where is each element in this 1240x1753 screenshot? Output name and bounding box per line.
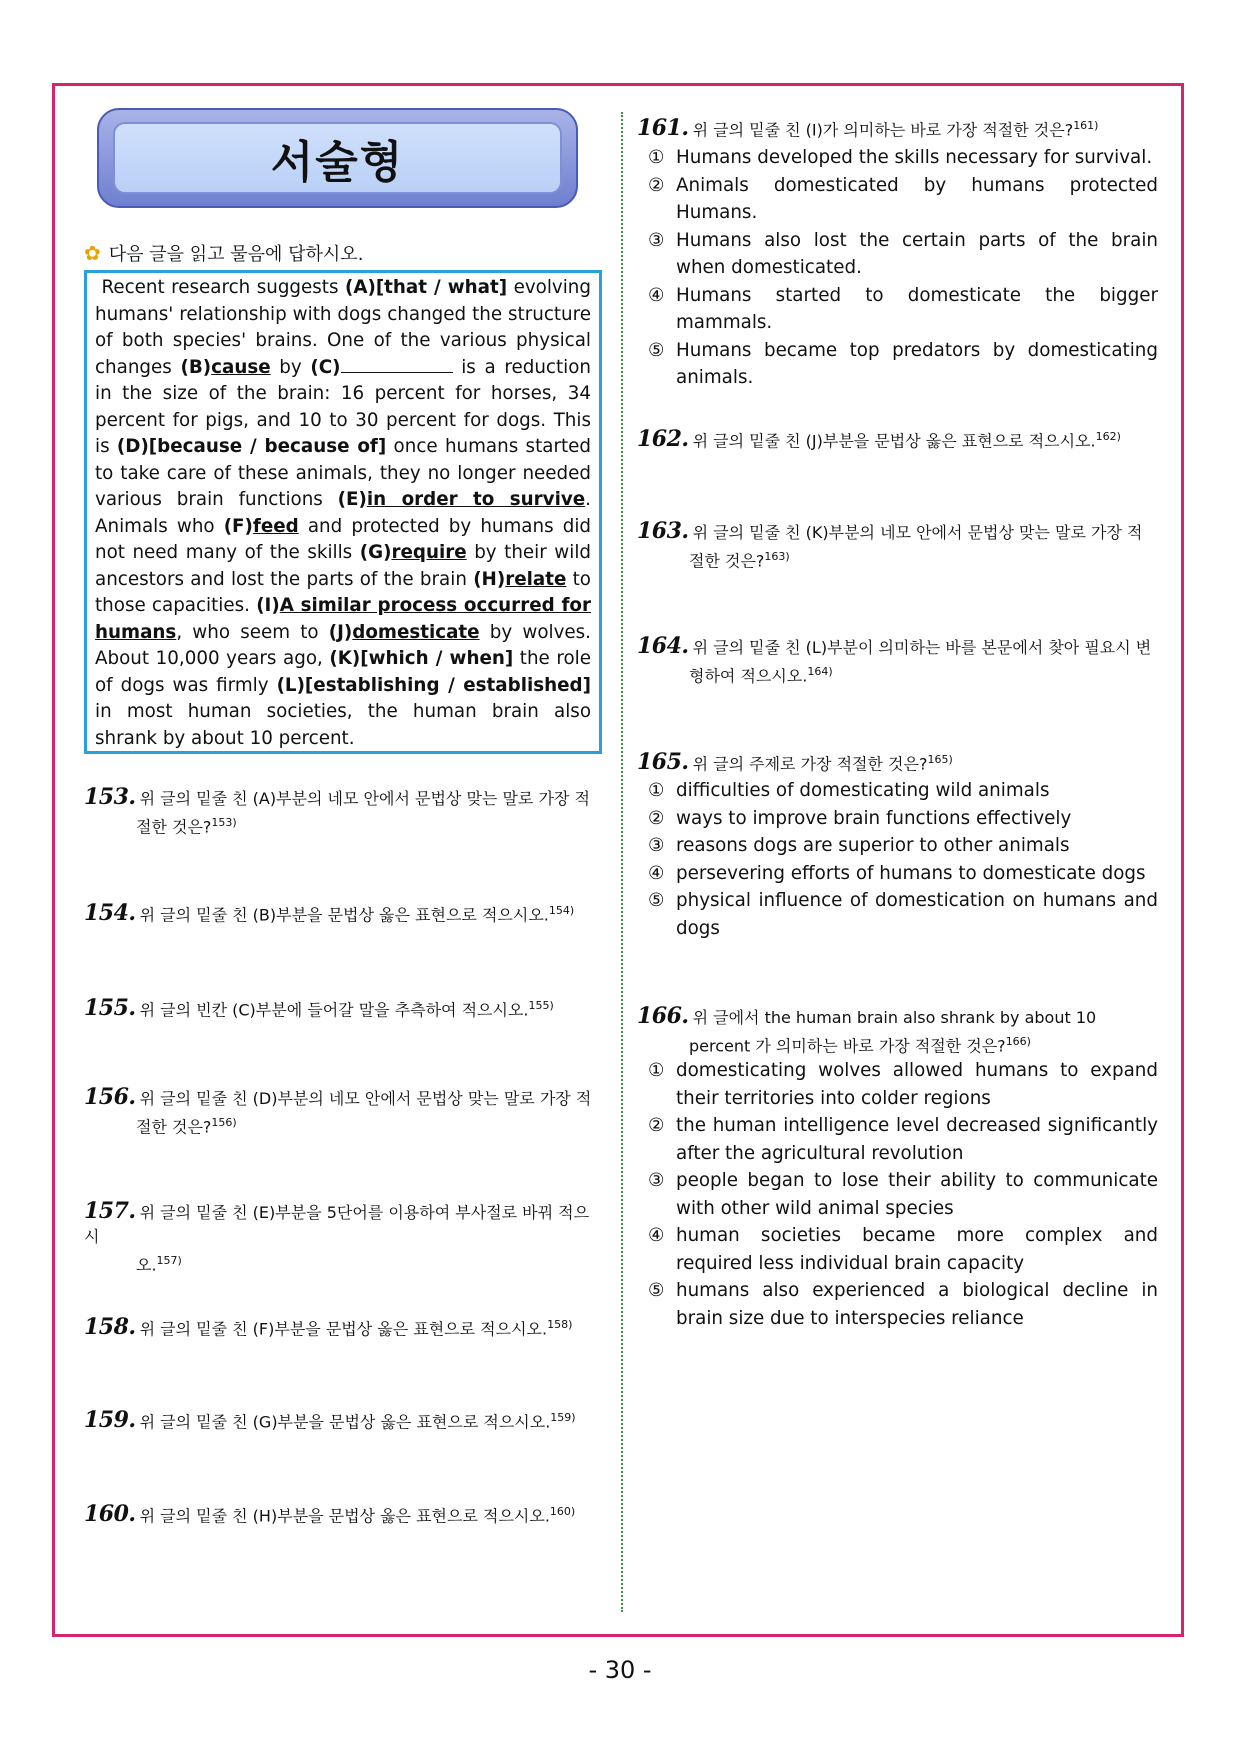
question-number: 165. [637, 749, 689, 776]
option-marker: ① [648, 780, 665, 801]
option-text: Humans became top predators by domesticating animals. [676, 339, 1158, 388]
passage-text: by [270, 356, 311, 378]
option-text: reasons dogs are superior to other animals [676, 835, 1070, 856]
footnote-ref: 158) [547, 1318, 573, 1331]
option-marker: ② [648, 807, 665, 829]
option-marker: ② [648, 174, 665, 196]
part-k: (K)[which / when] [329, 648, 514, 669]
option-marker: ④ [648, 284, 665, 306]
passage-text: in most human societies, the human brain also shrank by about 10 percent. [95, 701, 591, 749]
option-text: humans also experienced a biological decline in brain size due to interspecies reliance [676, 1280, 1158, 1329]
part-b: (B)cause [180, 356, 271, 378]
passage-text: , who seem to [176, 621, 329, 643]
part-h: (H)relate [473, 568, 567, 590]
question-text: 위 글의 빈칸 (C)부분에 들어갈 말을 추측하여 적으시오. [139, 1000, 529, 1020]
passage-text: to those capacities. [95, 568, 591, 616]
part-a: (A)[that / what] [344, 277, 508, 298]
options-161 [648, 144, 1158, 392]
question-number: 162. [637, 426, 689, 453]
part-j: (J)domesticate [328, 621, 480, 643]
option-text: Humans also lost the certain parts of the brain when domesticated. [676, 229, 1158, 278]
question-158 [84, 1313, 604, 1341]
question-number: 154. [84, 900, 136, 927]
question-text: 위 글의 밑줄 친 (J)부분을 문법상 옳은 표현으로 적으시오. [692, 431, 1096, 451]
question-155 [84, 994, 604, 1022]
footnote-ref: 157) [156, 1254, 182, 1267]
option-marker: ① [648, 1060, 665, 1081]
instruction-text: 다음 글을 읽고 물음에 답하시오. [108, 244, 364, 265]
option-marker: ③ [648, 1170, 665, 1191]
options-165 [648, 777, 1158, 942]
footnote-ref: 155) [528, 999, 554, 1012]
question-number: 155. [84, 995, 136, 1022]
question-text: 위 글의 밑줄 친 (K)부분의 네모 안에서 문법상 맞는 말로 가장 적 [692, 523, 1143, 542]
question-number: 166. [637, 1003, 689, 1029]
option-marker: ④ [648, 1225, 665, 1246]
option[interactable] [648, 172, 1158, 227]
footnote-ref: 162) [1095, 430, 1121, 443]
option[interactable] [648, 1112, 1158, 1167]
option-text: the human intelligence level decreased significantly after the agricultural revolution [676, 1115, 1158, 1164]
passage-text: by their wild ancestors and lost the parts of the brain [95, 542, 592, 590]
blank-c [341, 356, 453, 373]
question-160 [84, 1500, 604, 1528]
option-marker: ⑤ [648, 890, 665, 911]
footnote-ref: 166) [1005, 1035, 1031, 1048]
question-161 [637, 114, 1162, 142]
question-166 [637, 1004, 1162, 1058]
option-text: physical influence of domestication on humans and dogs [676, 890, 1158, 939]
option-marker: ⑤ [648, 339, 665, 361]
question-164 [637, 634, 1162, 688]
instruction [84, 240, 363, 266]
option[interactable] [648, 1167, 1158, 1222]
option-text: human societies became more complex and required less individual brain capacity [676, 1225, 1158, 1274]
title-badge-inner [113, 122, 562, 194]
question-162 [637, 425, 1162, 453]
question-text: 위 글의 밑줄 친 (A)부분의 네모 안에서 문법상 맞는 말로 가장 적 [139, 789, 590, 808]
option-marker: ② [648, 1115, 665, 1136]
option[interactable] [648, 887, 1158, 942]
option-text: Humans developed the skills necessary for survival. [676, 147, 1153, 168]
question-number: 153. [84, 784, 136, 810]
option-text: Animals domesticated by humans protected Humans. [676, 174, 1158, 223]
question-text: 위 글의 밑줄 친 (B)부분을 문법상 옳은 표현으로 적으시오. [139, 905, 549, 925]
option[interactable] [648, 805, 1158, 833]
option[interactable] [648, 337, 1158, 392]
passage-text: once humans started to take care of these animals, they no longer needed various brain functions [95, 436, 591, 510]
option[interactable] [648, 282, 1158, 337]
question-text: 위 글의 주제로 가장 적절한 것은? [692, 754, 928, 774]
question-number: 157. [84, 1198, 136, 1224]
footnote-ref: 154) [548, 904, 575, 917]
option-marker: ③ [648, 229, 665, 251]
title-badge [97, 108, 578, 208]
passage-text: Recent research suggests [101, 277, 345, 298]
question-number: 156. [84, 1084, 136, 1110]
question-156 [84, 1085, 604, 1139]
options-166 [648, 1057, 1158, 1332]
question-text-cont: 오. [136, 1255, 157, 1275]
question-text-cont: 절한 것은? [136, 817, 212, 837]
passage-text: evolving humans' relationship with dogs changed the structure of both species' brains. One of the various physical changes [95, 277, 591, 378]
question-number: 164. [637, 633, 689, 659]
option-marker: ⑤ [648, 1280, 665, 1301]
question-text: 위 글의 밑줄 친 (D)부분의 네모 안에서 문법상 맞는 말로 가장 적 [139, 1089, 592, 1108]
option-text: Humans started to domesticate the bigger mammals. [676, 284, 1158, 333]
reading-passage [84, 270, 602, 754]
option-text: people began to lose their ability to communicate with other wild animal species [676, 1170, 1158, 1219]
question-154 [84, 899, 604, 927]
column-divider [621, 112, 623, 1612]
option-text: difficulties of domesticating wild animals [676, 780, 1050, 801]
option-text: ways to improve brain functions effectively [676, 807, 1072, 829]
footnote-ref: 164) [807, 665, 833, 678]
footnote-ref: 153) [211, 816, 237, 829]
question-153 [84, 785, 604, 839]
page-title: 서술형 [270, 137, 405, 188]
question-text-cont: percent 가 의미하는 바로 가장 적절한 것은? [689, 1036, 1006, 1056]
option-marker: ④ [648, 862, 665, 884]
part-e: (E)in order to survive [337, 489, 586, 510]
question-text: 위 글의 밑줄 친 (I)가 의미하는 바로 가장 적절한 것은? [692, 120, 1074, 140]
question-number: 160. [84, 1501, 136, 1528]
footnote-ref: 163) [764, 550, 790, 563]
question-text-cont: 절한 것은? [136, 1117, 212, 1137]
question-text: 위 글의 밑줄 친 (H)부분을 문법상 옳은 표현으로 적으시오. [139, 1506, 550, 1526]
footnote-ref: 156) [211, 1116, 237, 1129]
footnote-ref: 161) [1073, 119, 1099, 132]
question-text-cont: 절한 것은? [689, 551, 765, 571]
option-text: domesticating wolves allowed humans to expand their territories into colder regions [676, 1060, 1158, 1109]
passage-text: by wolves. About 10,000 years ago, [95, 621, 591, 669]
question-text: 위 글의 밑줄 친 (E)부분을 5단어를 이용하여 부사절로 바꿔 적으시 [84, 1203, 590, 1246]
question-text: 위 글의 밑줄 친 (F)부분을 문법상 옳은 표현으로 적으시오. [139, 1319, 548, 1339]
option-text: persevering efforts of humans to domesticate dogs [676, 862, 1146, 884]
part-i: (I)A similar process occurred for humans [95, 595, 591, 643]
question-text: 위 글에서 the human brain also shrank by about 10 [692, 1008, 1097, 1027]
passage-text: . Animals who [95, 489, 591, 537]
passage-text: the role of dogs was firmly [95, 648, 591, 696]
question-text: 위 글의 밑줄 친 (G)부분을 문법상 옳은 표현으로 적으시오. [139, 1412, 551, 1432]
question-157 [84, 1199, 604, 1277]
question-number: 161. [637, 115, 689, 142]
question-163 [637, 519, 1162, 573]
option[interactable] [648, 144, 1158, 172]
passage-text: is a reduction in the size of the brain: 16 percent for horses, 34 percent for pigs, and 10 to 30 percent for dogs. This is [95, 356, 591, 457]
question-number: 163. [637, 518, 689, 544]
footnote-ref: 160) [549, 1505, 576, 1518]
part-c-label: (C) [310, 356, 341, 378]
part-d: (D)[because / because of] [116, 436, 387, 457]
part-f: (F)feed [223, 515, 299, 537]
question-number: 158. [84, 1314, 136, 1341]
option[interactable] [648, 860, 1158, 888]
option-marker: ③ [648, 835, 665, 856]
passage-text: and protected by humans did not need many of the skills [95, 515, 591, 563]
question-159 [84, 1406, 604, 1434]
part-g: (G)require [359, 542, 467, 563]
part-l: (L)[establishing / established] [276, 674, 591, 696]
option[interactable] [648, 1277, 1158, 1332]
option[interactable] [648, 227, 1158, 282]
footnote-ref: 165) [927, 753, 953, 766]
question-text: 위 글의 밑줄 친 (L)부분이 의미하는 바를 본문에서 찾아 필요시 변 [692, 638, 1152, 657]
footnote-ref: 159) [550, 1411, 576, 1424]
option-marker: ① [648, 147, 665, 168]
question-text-cont: 형하여 적으시오. [689, 666, 808, 686]
page-number: - 30 - [588, 1656, 652, 1684]
question-number: 159. [84, 1407, 136, 1434]
option[interactable] [648, 832, 1158, 860]
option[interactable] [648, 1057, 1158, 1112]
option[interactable] [648, 1222, 1158, 1277]
question-165 [637, 748, 1162, 776]
flower-icon: ✿ [84, 241, 101, 265]
option[interactable] [648, 777, 1158, 805]
